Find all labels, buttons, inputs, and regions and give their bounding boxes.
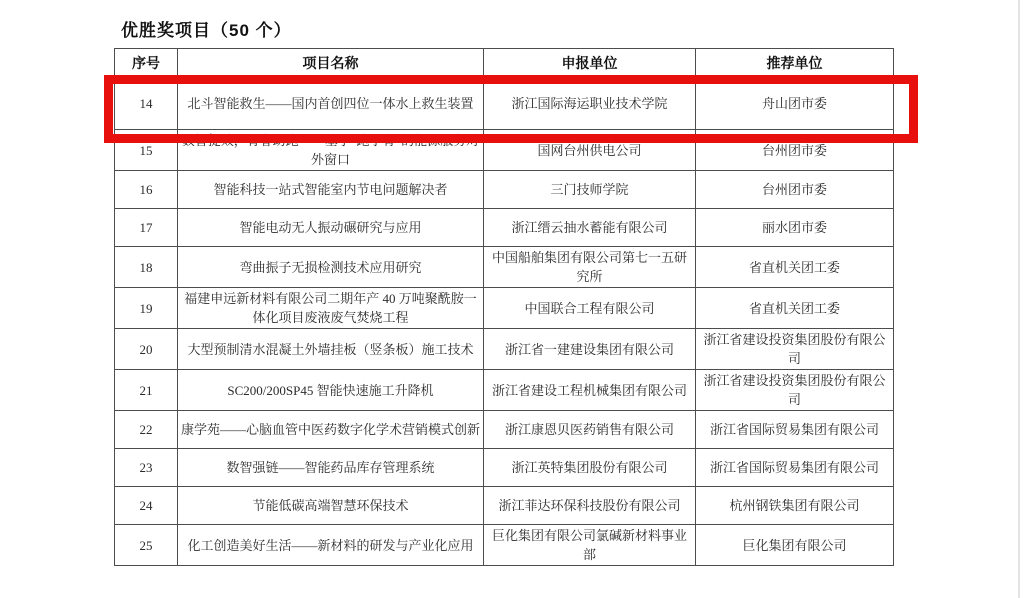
cell-serial-number: 18 [115,247,178,288]
cell-project-name: 福建申远新材料有限公司二期年产 40 万吨聚酰胺一体化项目废液废气焚烧工程 [178,288,484,329]
cell-recommender-unit: 舟山团市委 [696,78,894,130]
cell-applicant-unit: 浙江菲达环保科技股份有限公司 [484,487,696,525]
cell-applicant-unit: 浙江康恩贝医药销售有限公司 [484,411,696,449]
cell-recommender-unit: 浙江省建设投资集团股份有限公司 [696,370,894,411]
cell-serial-number: 17 [115,209,178,247]
cell-serial-number: 20 [115,329,178,370]
cell-serial-number: 25 [115,525,178,566]
header-project-name: 项目名称 [178,49,484,78]
cell-project-name: 康学苑——心脑血管中医药数字化学术营销模式创新 [178,411,484,449]
cell-applicant-unit: 浙江英特集团股份有限公司 [484,449,696,487]
cell-project-name: 大型预制清水混凝土外墙挂板（竖条板）施工技术 [178,329,484,370]
cell-recommender-unit: 省直机关团工委 [696,288,894,329]
table-row [115,247,894,288]
table-row [115,78,894,130]
cell-recommender-unit: 浙江省国际贸易集团有限公司 [696,449,894,487]
cell-project-name: 节能低碳高端智慧环保技术 [178,487,484,525]
cell-serial-number: 16 [115,171,178,209]
cell-applicant-unit: 浙江省建设工程机械集团有限公司 [484,370,696,411]
table-row [115,171,894,209]
cell-project-name: 智能电动无人振动碾研究与应用 [178,209,484,247]
cell-recommender-unit: 丽水团市委 [696,209,894,247]
table-row [115,130,894,171]
table-row [115,525,894,566]
header-serial-number: 序号 [115,49,178,78]
cell-serial-number: 23 [115,449,178,487]
scrollbar[interactable] [1018,0,1020,598]
cell-serial-number: 21 [115,370,178,411]
cell-recommender-unit: 浙江省国际贸易集团有限公司 [696,411,894,449]
cell-recommender-unit: 巨化集团有限公司 [696,525,894,566]
table-row [115,329,894,370]
cell-project-name: 弯曲振子无损检测技术应用研究 [178,247,484,288]
cell-recommender-unit: 台州团市委 [696,130,894,171]
cell-project-name: 化工创造美好生活——新材料的研发与产业化应用 [178,525,484,566]
table-header-row [115,49,894,78]
cell-applicant-unit: 巨化集团有限公司氯碱新材料事业部 [484,525,696,566]
table-row [115,411,894,449]
header-recommender-unit: 推荐单位 [696,49,894,78]
table-row [115,209,894,247]
cell-serial-number: 19 [115,288,178,329]
cell-recommender-unit: 杭州钢铁集团有限公司 [696,487,894,525]
cell-applicant-unit: 中国船舶集团有限公司第七一五研究所 [484,247,696,288]
cell-applicant-unit: 国网台州供电公司 [484,130,696,171]
cell-project-name: 智能科技一站式智能室内节电问题解决者 [178,171,484,209]
header-applicant-unit: 申报单位 [484,49,696,78]
cell-applicant-unit: 浙江国际海运职业技术学院 [484,78,696,130]
table-row [115,487,894,525]
table-header [115,49,894,78]
table-row [115,288,894,329]
cell-project-name: 数智提效，青春助跑——基于“跑小青”的能源服务对外窗口 [178,130,484,171]
cell-applicant-unit: 浙江缙云抽水蓄能有限公司 [484,209,696,247]
cell-serial-number: 15 [115,130,178,171]
section-title: 优胜奖项目（50 个） [121,21,292,40]
cell-serial-number: 14 [115,78,178,130]
cell-project-name: SC200/200SP45 智能快速施工升降机 [178,370,484,411]
cell-serial-number: 22 [115,411,178,449]
cell-serial-number: 24 [115,487,178,525]
cell-project-name: 数智强链——智能药品库存管理系统 [178,449,484,487]
cell-recommender-unit: 台州团市委 [696,171,894,209]
cell-applicant-unit: 三门技师学院 [484,171,696,209]
table-row [115,449,894,487]
cell-applicant-unit: 浙江省一建建设集团有限公司 [484,329,696,370]
award-project-table [114,48,894,566]
cell-project-name: 北斗智能救生——国内首创四位一体水上救生装置 [178,78,484,130]
table-row [115,370,894,411]
cell-recommender-unit: 省直机关团工委 [696,247,894,288]
cell-recommender-unit: 浙江省建设投资集团股份有限公司 [696,329,894,370]
table-body [115,78,894,566]
cell-applicant-unit: 中国联合工程有限公司 [484,288,696,329]
